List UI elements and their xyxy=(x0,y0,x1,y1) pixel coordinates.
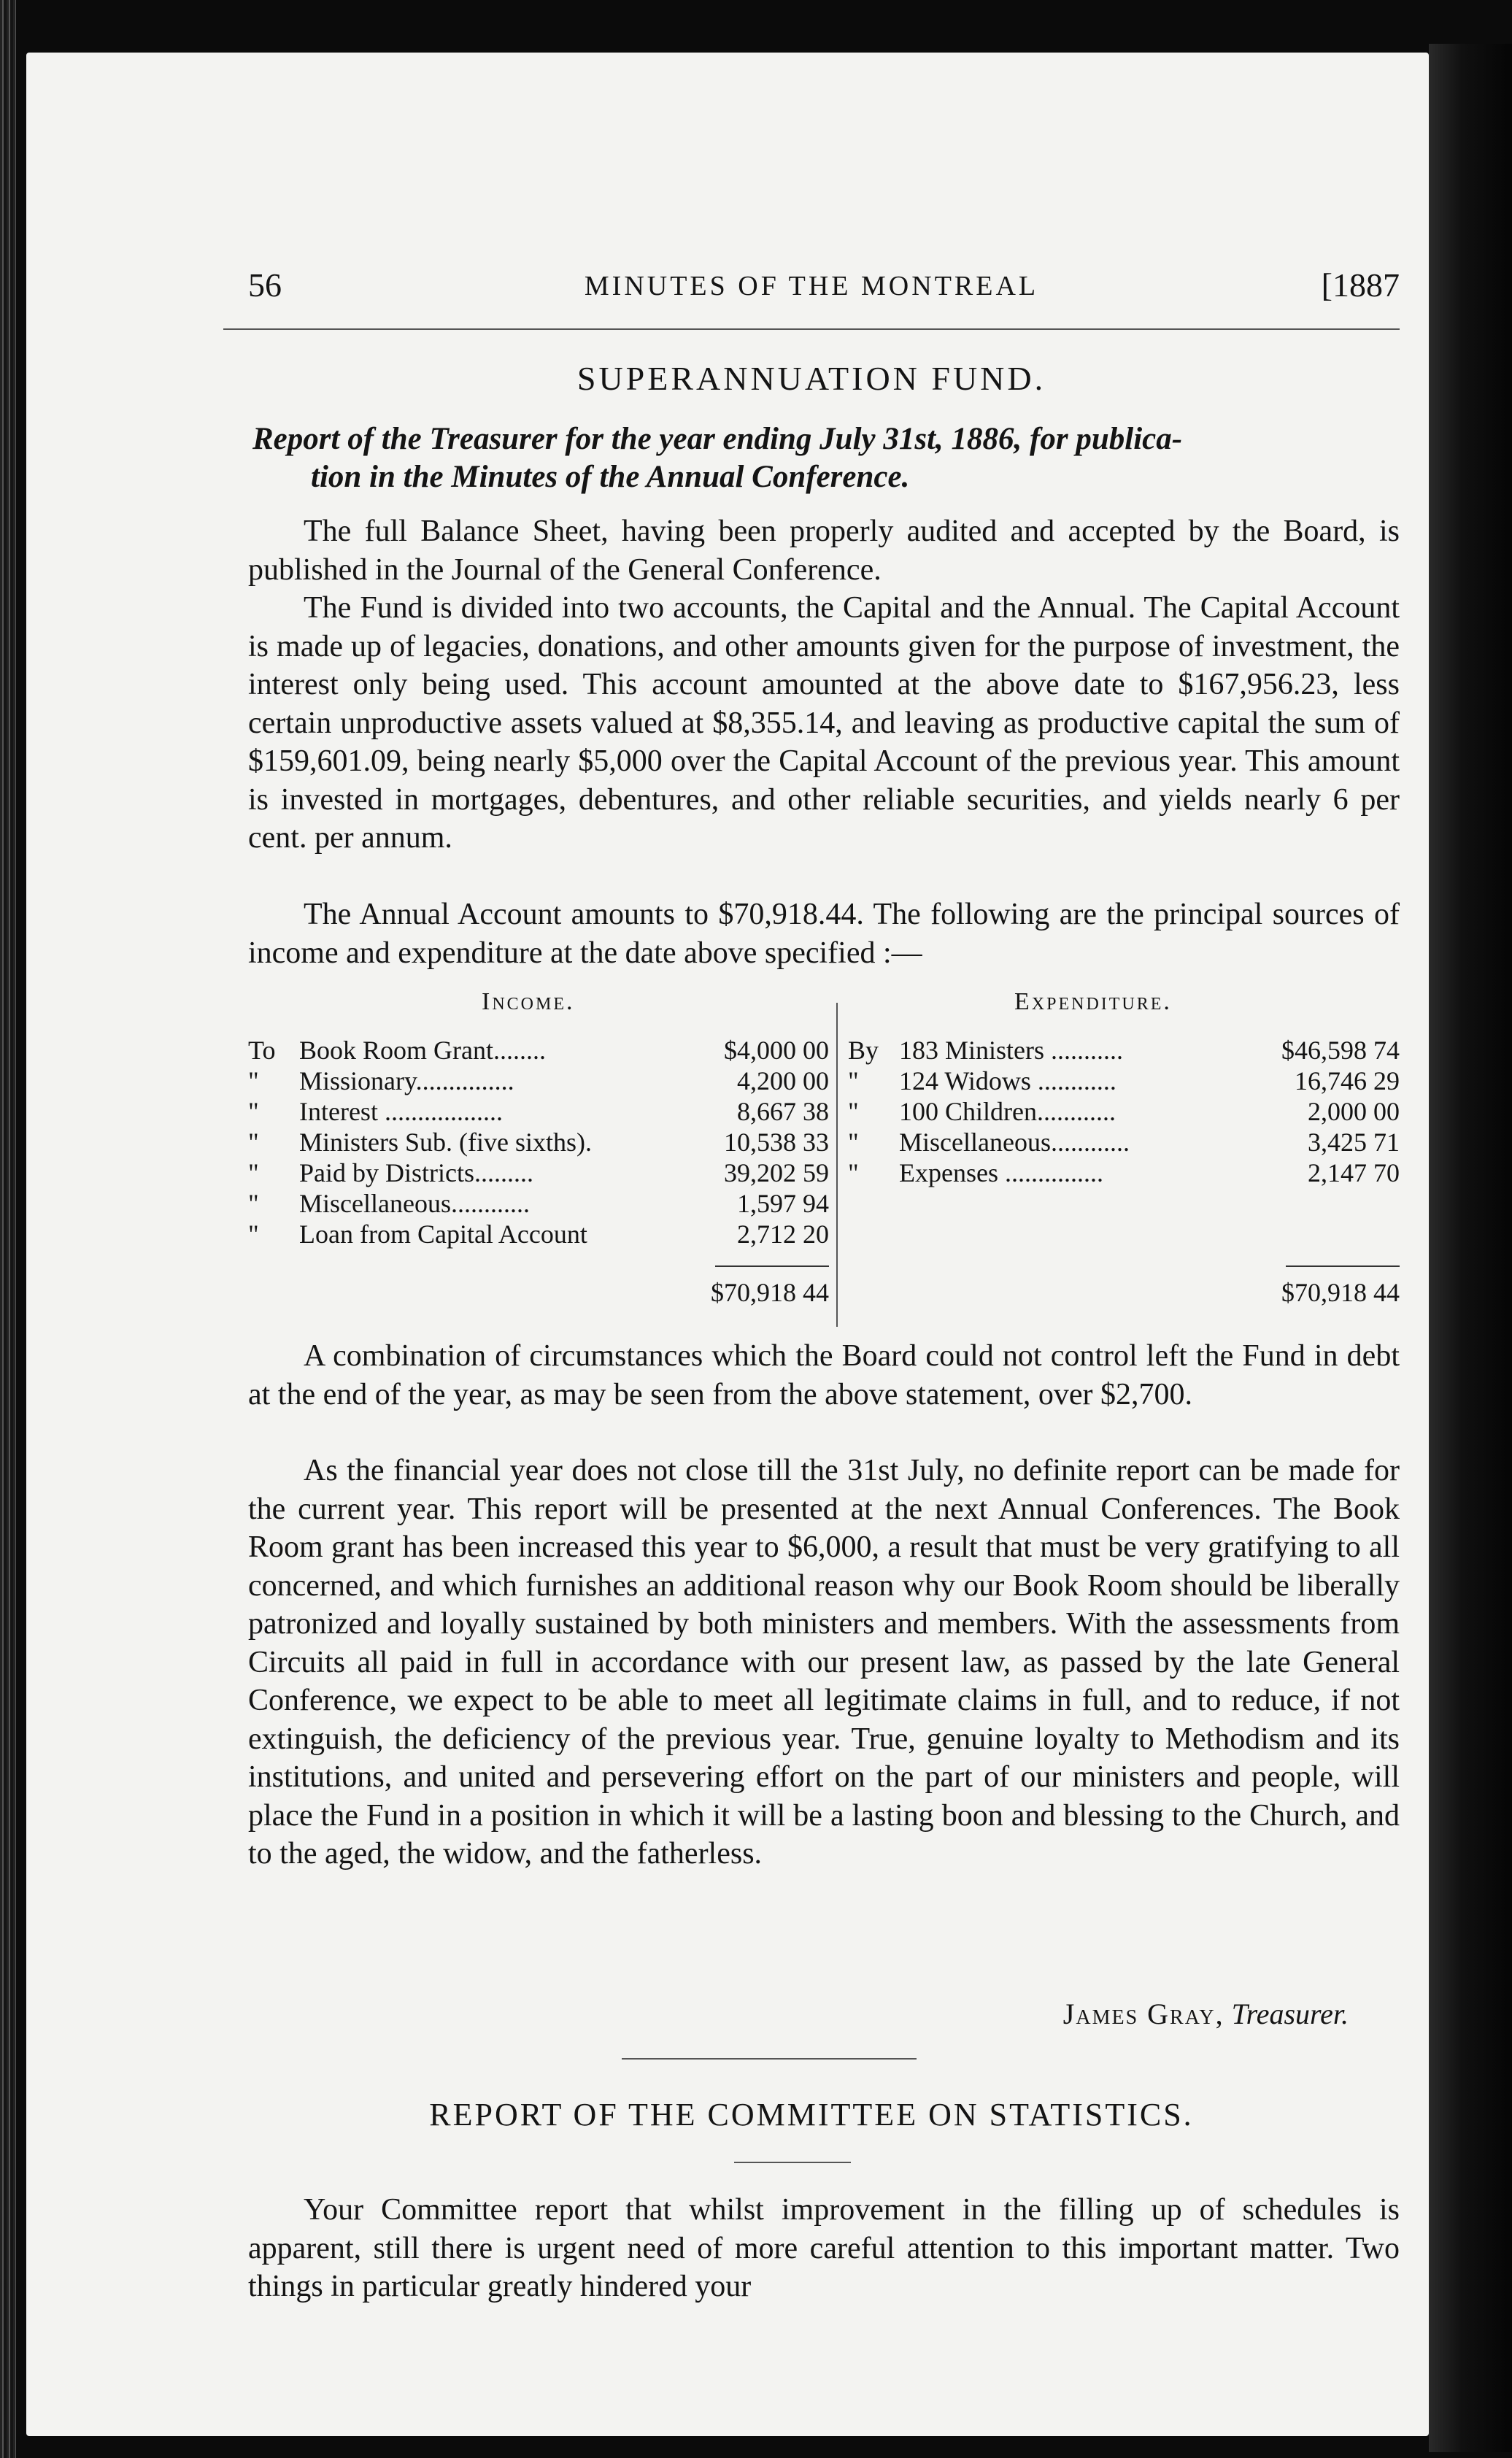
paragraph-capital-account: The Fund is divided into two accounts, the Capital and the Annual. The Capital Account is made up of legacies, donations, and other amounts given for the purpose of investment, the interest only being used. This account amounted at the above date to $167,956.23, less certain unproductive assets valued at $8,355.14, and leaving as productive capital the sum of $159,601.09, being nearly $5,000 over the Capital Account of the previous year. This amount is invested in mortgages, debentures, and other reliable securities, and yields nearly 6 per cent. per annum. xyxy=(248,591,1400,855)
income-row xyxy=(248,1188,829,1219)
income-label: Ministers Sub. (five sixths). xyxy=(299,1128,592,1157)
book-binding xyxy=(0,0,16,2458)
expenditure-prefix: By xyxy=(848,1036,879,1065)
expenditure-row xyxy=(848,1035,1400,1066)
section-separator xyxy=(622,2058,917,2060)
section-subtitle xyxy=(252,420,1400,496)
expenditure-prefix: " xyxy=(848,1097,859,1126)
expenditure-label: Expenses ............... xyxy=(899,1158,1103,1187)
income-amount: 2,712 20 xyxy=(737,1220,829,1249)
income-heading: Income. xyxy=(482,988,575,1015)
expenditure-amount: $46,598 74 xyxy=(1281,1036,1400,1065)
signature-name: James Gray, xyxy=(1062,1997,1224,2030)
expenditure-row xyxy=(848,1066,1400,1096)
statistics-title: REPORT OF THE COMMITTEE ON STATISTICS. xyxy=(429,2097,1194,2133)
header-year: [1887 xyxy=(1321,266,1400,304)
expenditure-label: Miscellaneous............ xyxy=(899,1128,1130,1157)
income-prefix: " xyxy=(248,1066,259,1095)
header-rule xyxy=(223,328,1400,330)
expenditure-row xyxy=(848,1157,1400,1188)
income-sum-rule xyxy=(715,1265,829,1267)
expenditure-label: 183 Ministers ........... xyxy=(899,1036,1124,1065)
income-prefix: " xyxy=(248,1158,259,1187)
paragraph-annual-account: The Annual Account amounts to $70,918.44. The following are the principal sources of income and expenditure at the date above specified :— xyxy=(248,898,1400,970)
income-label: Miscellaneous............ xyxy=(299,1189,530,1218)
income-label: Book Room Grant........ xyxy=(299,1036,546,1065)
ledger-divider xyxy=(836,1003,838,1327)
income-total: $70,918 44 xyxy=(711,1278,829,1307)
income-row xyxy=(248,1035,829,1066)
paragraph-statistics: Your Committee report that whilst improvement in the filling up of schedules is apparent, still there is urgent need of more careful attention to this important matter. Two things in particular greatly hindered your xyxy=(248,2193,1400,2303)
expenditure-row xyxy=(848,1096,1400,1127)
page-sheet xyxy=(26,53,1429,2436)
income-amount: 8,667 38 xyxy=(737,1097,829,1126)
expenditure-total: $70,918 44 xyxy=(1281,1278,1400,1307)
paragraph-balance-sheet: The full Balance Sheet, having been properly audited and accepted by the Board, is published in the Journal of the General Conference. xyxy=(248,515,1400,587)
income-amount: $4,000 00 xyxy=(724,1036,829,1065)
income-row xyxy=(248,1096,829,1127)
subtitle-line-1: Report of the Treasurer for the year ending July 31st, 1886, for publica- xyxy=(252,422,1183,456)
income-prefix: " xyxy=(248,1128,259,1157)
expenditure-prefix: " xyxy=(848,1066,859,1095)
income-prefix: " xyxy=(248,1097,259,1126)
income-row xyxy=(248,1066,829,1096)
income-label: Loan from Capital Account xyxy=(299,1220,587,1249)
income-label: Paid by Districts......... xyxy=(299,1158,533,1187)
expenditure-label: 124 Widows ............ xyxy=(899,1066,1116,1095)
income-row xyxy=(248,1157,829,1188)
expenditure-amount: 2,000 00 xyxy=(1308,1097,1400,1126)
income-amount: 1,597 94 xyxy=(737,1189,829,1218)
expenditure-amount: 3,425 71 xyxy=(1308,1128,1400,1157)
income-prefix: " xyxy=(248,1189,259,1218)
income-prefix: " xyxy=(248,1220,259,1249)
treasurer-signature xyxy=(1063,1997,1349,2031)
income-label: Missionary............... xyxy=(299,1066,514,1095)
income-row xyxy=(248,1219,829,1249)
expenditure-row xyxy=(848,1127,1400,1157)
income-prefix: To xyxy=(248,1036,276,1065)
expenditure-amount: 2,147 70 xyxy=(1308,1158,1400,1187)
expenditure-label: 100 Children............ xyxy=(899,1097,1116,1126)
expenditure-prefix: " xyxy=(848,1158,859,1187)
expenditure-prefix: " xyxy=(848,1128,859,1157)
section-title: SUPERANNUATION FUND. xyxy=(576,360,1046,397)
paragraph-financial-year: As the financial year does not close till the 31st July, no definite report can be made for the current year. This report will be presented at the next Annual Conferences. The Book Room grant has been increased this year to $6,000, a result that must be very gratifying to all concerned, and which furnishes an additional reason why our Book Room should be liberally patronized and loyally sustained by both ministers and members. With the assessments from Circuits all paid in full in accordance with our present law, as passed by the late General Conference, we expect to be able to meet all legitimate claims in full, and to reduce, if not extinguish, the deficiency of the previous year. True, genuine loyalty to Methodism and its institutions, and united and persevering effort on the part of our ministers and people, will place the Fund in a position in which it will be a lasting boon and blessing to the Church, and to the aged, the widow, and the fatherless. xyxy=(248,1454,1400,1871)
income-amount: 10,538 33 xyxy=(724,1128,829,1157)
paragraph-debt: A combination of circumstances which the Board could not control left the Fund in debt at the end of the year, as may be seen from the above statement, over $2,700. xyxy=(248,1339,1400,1411)
expenditure-heading: Expenditure. xyxy=(1014,988,1172,1015)
income-row xyxy=(248,1127,829,1157)
income-label: Interest .................. xyxy=(299,1097,503,1126)
title-underline xyxy=(734,2162,851,2163)
income-expenditure-ledger xyxy=(248,988,1400,1325)
page-edge-shadow xyxy=(1429,44,1512,2452)
expenditure-amount: 16,746 29 xyxy=(1295,1066,1400,1095)
signature-role: Treasurer. xyxy=(1231,1997,1349,2030)
subtitle-line-2: tion in the Minutes of the Annual Conference. xyxy=(311,460,910,494)
running-title: MINUTES OF THE MONTREAL xyxy=(584,271,1039,301)
page-number: 56 xyxy=(248,266,282,304)
running-header xyxy=(223,266,1400,309)
income-amount: 4,200 00 xyxy=(737,1066,829,1095)
income-amount: 39,202 59 xyxy=(724,1158,829,1187)
expenditure-sum-rule xyxy=(1286,1265,1400,1267)
